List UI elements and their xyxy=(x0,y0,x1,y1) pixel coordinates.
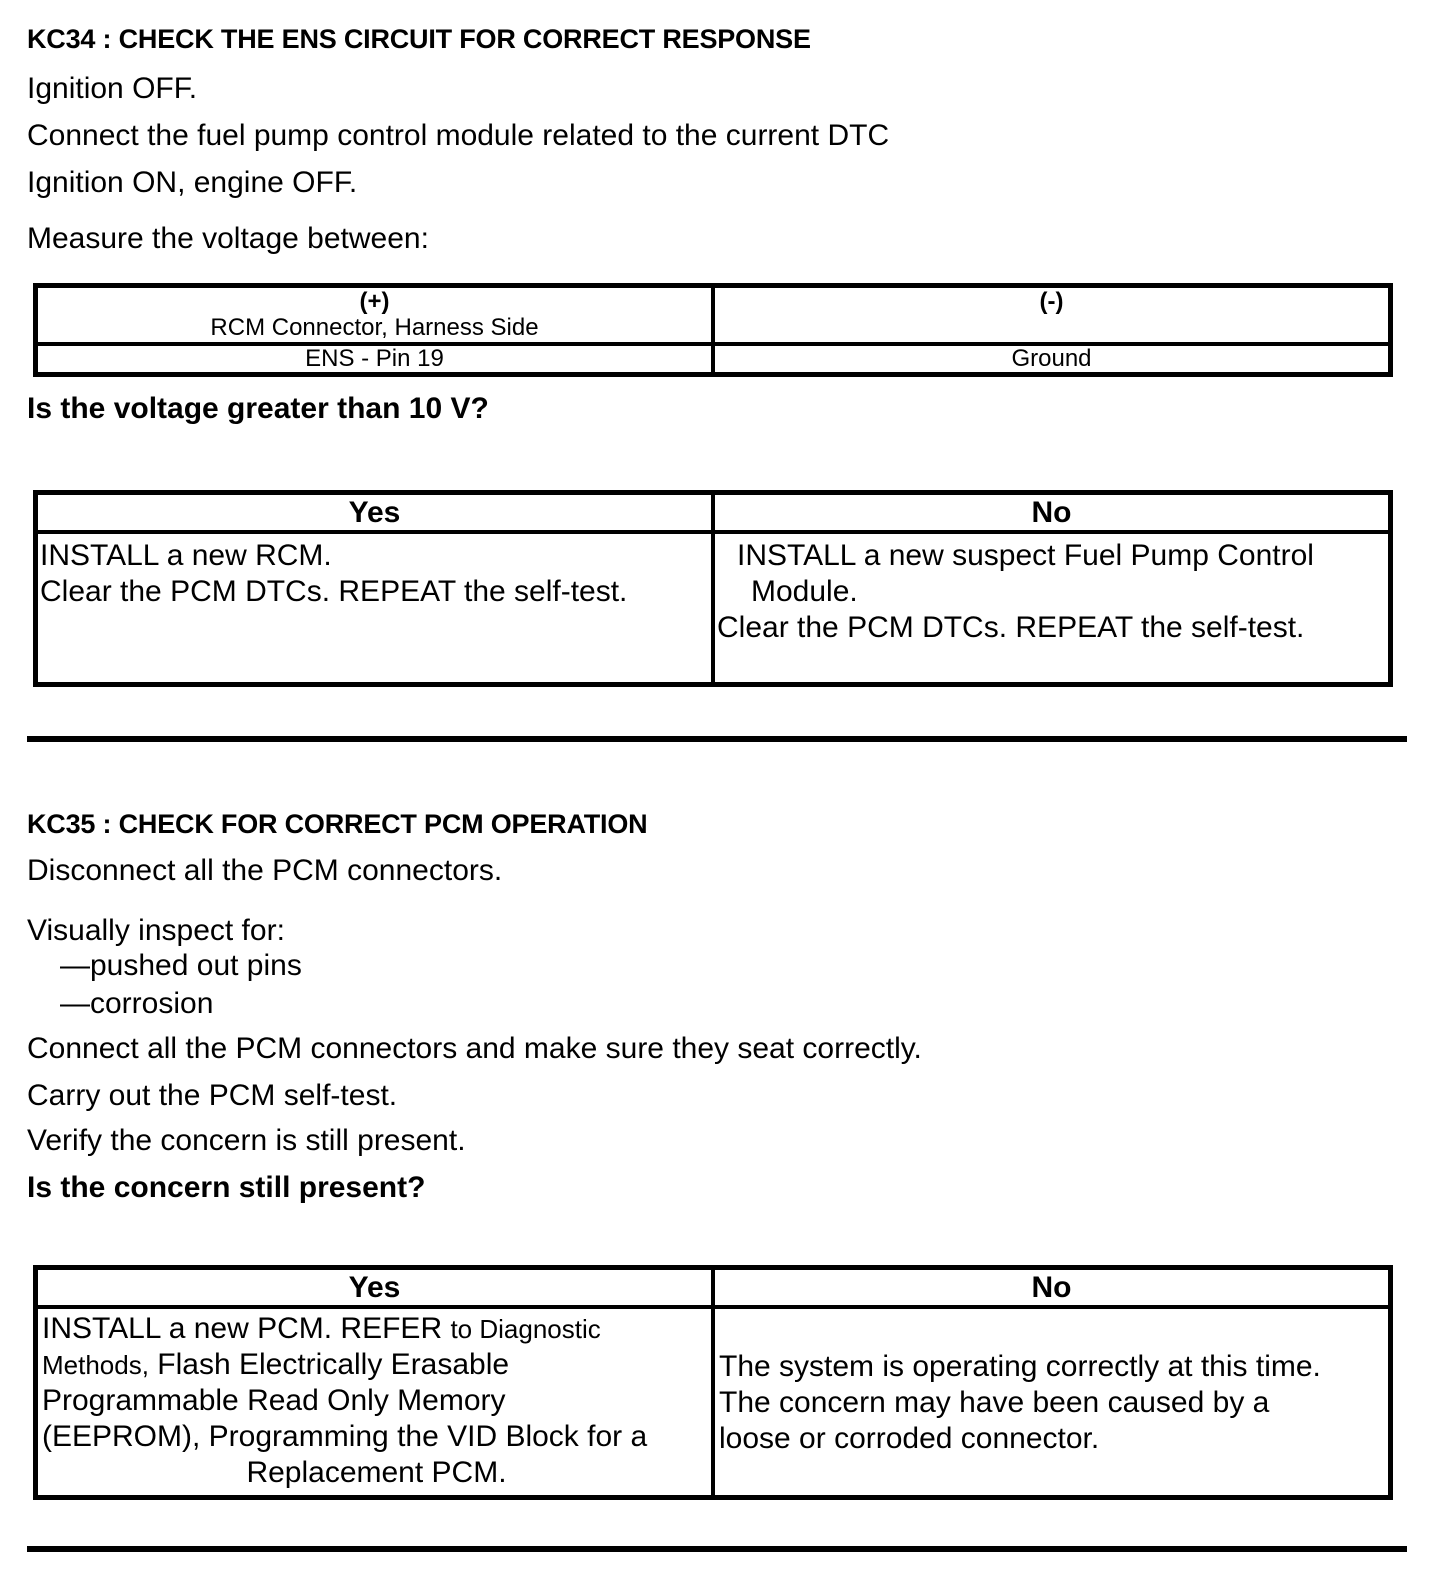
kc34-heading: KC34 : CHECK THE ENS CIRCUIT FOR CORRECT RESPONSE xyxy=(27,24,811,54)
kc35-result-body-row xyxy=(38,1309,1388,1495)
kc34-step-ignition-on: Ignition ON, engine OFF. xyxy=(27,166,358,199)
yes-header: Yes xyxy=(38,1270,715,1305)
kc34-result-body-row xyxy=(38,534,1388,682)
yes-action-text: Flash Electrically Erasable xyxy=(148,1348,510,1381)
yes-action-line xyxy=(42,1311,711,1347)
kc34-measurement-table xyxy=(33,283,1393,377)
section-divider xyxy=(27,736,1407,742)
kc35-heading: KC35 : CHECK FOR CORRECT PCM OPERATION xyxy=(27,809,648,839)
kc35-bullet-pushed-out-pins: —pushed out pins xyxy=(60,949,302,982)
kc34-yes-cell xyxy=(38,534,715,682)
kc35-step-verify-concern: Verify the concern is still present. xyxy=(27,1124,466,1157)
kc34-result-table xyxy=(33,490,1393,687)
kc35-step-inspect: Visually inspect for: xyxy=(27,914,285,947)
positive-value-cell: ENS - Pin 19 xyxy=(38,346,715,372)
negative-value-cell: Ground xyxy=(1011,346,1092,372)
no-action-line: loose or corroded connector. xyxy=(719,1422,1100,1455)
positive-label: RCM Connector, Harness Side xyxy=(210,314,539,341)
kc35-question: Is the concern still present? xyxy=(27,1171,426,1204)
yes-header: Yes xyxy=(38,495,715,530)
yes-action-line: INSTALL a new RCM. xyxy=(40,539,332,572)
no-header: No xyxy=(1031,1271,1072,1304)
yes-action-line xyxy=(42,1347,711,1383)
kc35-step-connect-connectors: Connect all the PCM connectors and make sure they seat correctly. xyxy=(27,1032,922,1065)
section-divider xyxy=(27,1546,1407,1552)
kc34-step-measure-voltage: Measure the voltage between: xyxy=(27,222,429,255)
no-action-line: Clear the PCM DTCs. REPEAT the self-test. xyxy=(717,611,1305,644)
negative-symbol: (-) xyxy=(1039,288,1064,315)
yes-action-line: (EEPROM), Programming the VID Block for a xyxy=(42,1420,648,1453)
no-action-line: The system is operating correctly at this time. xyxy=(719,1350,1321,1383)
positive-symbol: (+) xyxy=(359,288,390,315)
positive-header-cell xyxy=(38,288,715,342)
no-action-line: The concern may have been caused by a xyxy=(719,1386,1270,1419)
yes-action-line: Clear the PCM DTCs. REPEAT the self-test. xyxy=(40,575,628,608)
yes-action-line: Programmable Read Only Memory xyxy=(42,1384,506,1417)
kc34-no-cell xyxy=(715,534,1388,682)
yes-action-text-small: to Diagnostic xyxy=(450,1314,601,1344)
yes-action-text: INSTALL a new PCM. REFER xyxy=(42,1312,451,1345)
no-header: No xyxy=(1031,496,1072,529)
kc35-bullet-corrosion: —corrosion xyxy=(60,987,214,1020)
kc35-step-self-test: Carry out the PCM self-test. xyxy=(27,1079,398,1112)
kc34-result-header-row xyxy=(38,495,1388,534)
kc35-result-table xyxy=(33,1265,1393,1500)
kc34-question: Is the voltage greater than 10 V? xyxy=(27,392,489,425)
kc35-no-cell xyxy=(715,1309,1388,1495)
kc35-yes-cell xyxy=(38,1309,715,1495)
kc35-result-header-row xyxy=(38,1270,1388,1309)
kc34-step-connect-module: Connect the fuel pump control module related to the current DTC xyxy=(27,119,890,152)
no-action-line: Module. xyxy=(751,575,858,608)
measurement-table-header-row xyxy=(38,288,1388,346)
measurement-table-value-row xyxy=(38,346,1388,372)
kc34-step-ignition-off: Ignition OFF. xyxy=(27,72,198,105)
negative-header-cell xyxy=(715,288,1388,342)
yes-action-text-small: Methods, xyxy=(42,1350,149,1380)
no-action-line: INSTALL a new suspect Fuel Pump Control xyxy=(737,539,1314,572)
kc35-step-disconnect: Disconnect all the PCM connectors. xyxy=(27,854,503,887)
yes-action-line: Replacement PCM. xyxy=(246,1456,507,1489)
